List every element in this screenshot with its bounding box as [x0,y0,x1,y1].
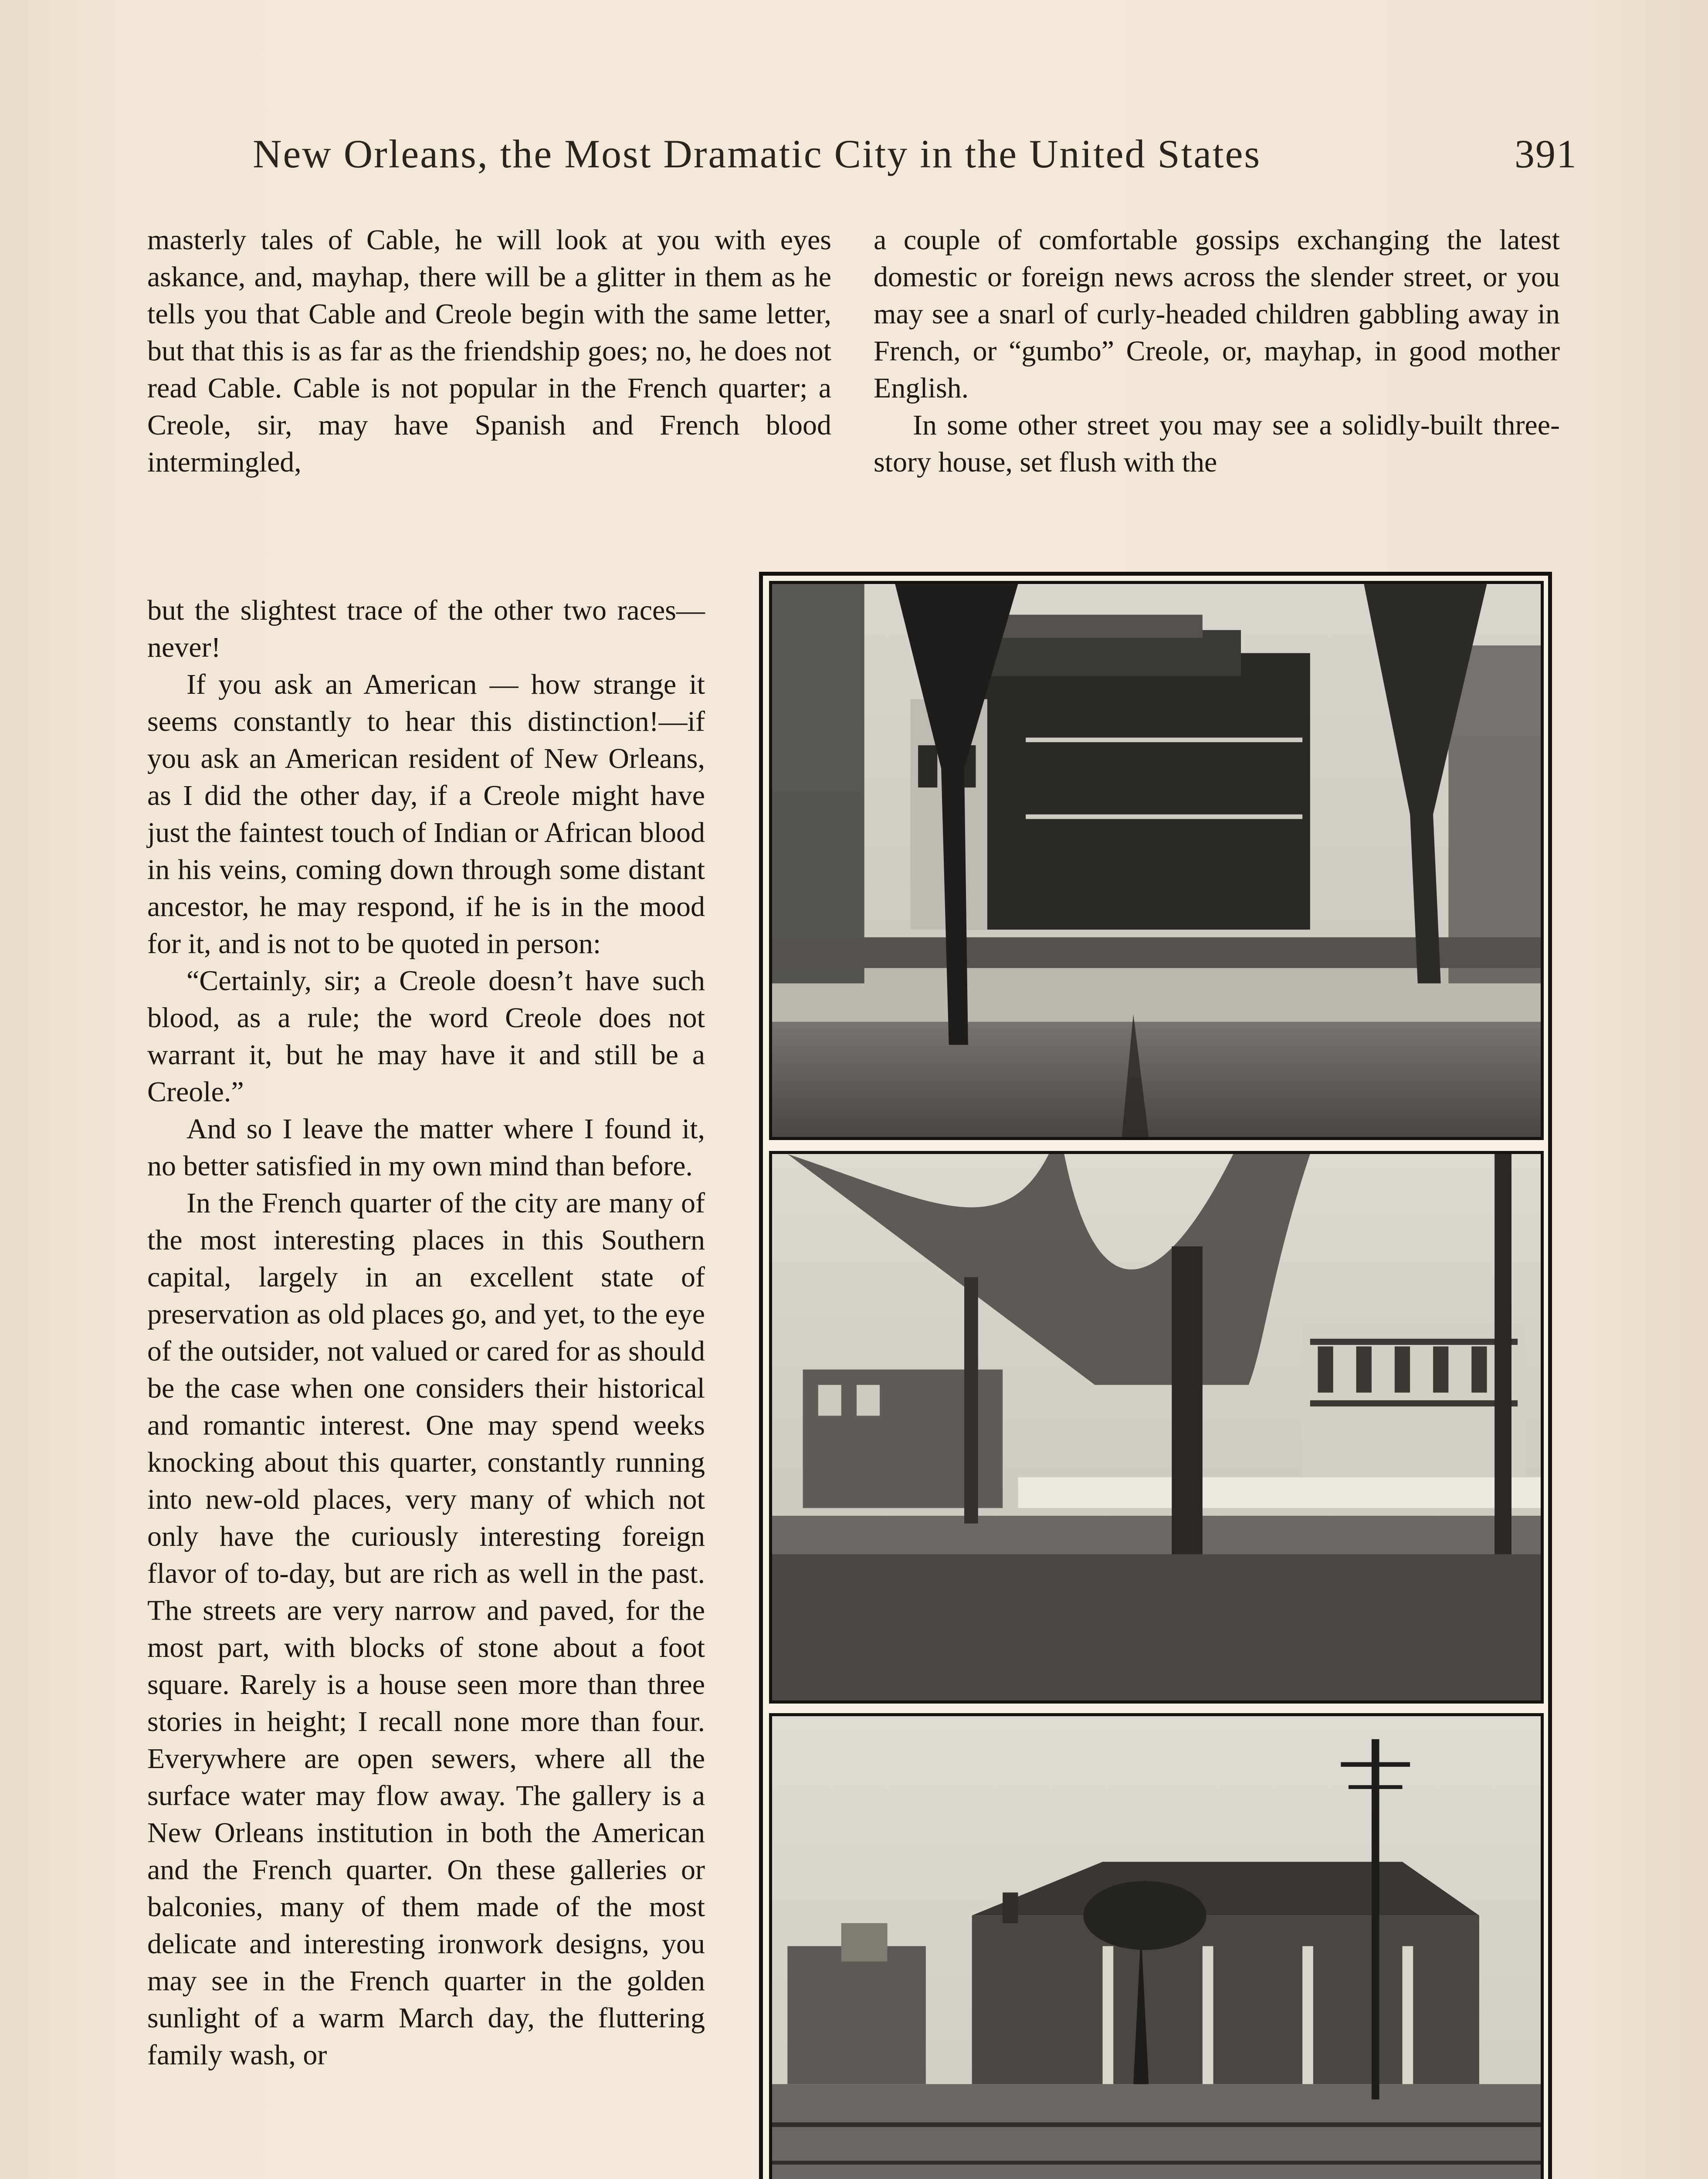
photo-residence-two-story [769,581,1544,1140]
paragraph: “Certainly, sir; a Creole doesn’t have such blood, as a rule; the word Creole does not warrant it, but he may have it and still be a Creole.” [147,965,705,1108]
paragraph: And so I leave the matter where I found it, no better satisfied in my own mind than before. [147,1113,705,1182]
paragraph: a couple of comfortable gossips exchanging the latest domestic or foreign news across the slender street, or you may see a snarl of curly-headed children gabbling away in French, or “gumbo” Creole, or, mayhap, in good mother English. [874,224,1560,404]
photo-one-story-house [769,1713,1544,2179]
paragraph: If you ask an American — how strange it seems constantly to hear this distinction!—if you ask an American resident of New Orleans, as I did the other day, if a Creole might have just the faintest touch of Indian or African blood in his veins, coming down through some distant ancestor, he may respond, if he is in the mood for it, and is not to be quoted in person: [147,669,705,960]
photo-image [772,584,1541,1137]
running-title: New Orleans, the Most Dramatic City in the United States [253,132,1261,176]
right-column-top [874,221,1560,481]
paragraph: but the slightest trace of the other two races—never! [147,594,705,663]
running-header [253,131,1577,177]
paragraph: masterly tales of Cable, he will look at you with eyes askance, and, mayhap, there will be a glitter in them as he tells you that Cable and Creole begin with the same letter, but that this is as far as the friendship goes; no, he does not read Cable. Cable is not popular in the French quarter; a Creole, sir, may have Spanish and French blood intermingled, [147,224,831,478]
left-column-narrow [147,592,705,2074]
paragraph: In the French quarter of the city are many of the most interesting places in this Southern capital, largely in an excellent state of preservation as old places go, and yet, to the eye of the outsider, not valued or cared for as should be the case when one considers their historical and romantic interest. One may spend weeks knocking about this quarter, constantly running into new-old places, very many of which not only have the curiously interesting foreign flavor of to-day, but are rich as well in the past. The streets are very narrow and paved, for the most part, with blocks of stone about a foot square. Rarely is a house seen more than three stories in height; I recall none more than four. Everywhere are open sewers, where all the surface water may flow away. The gallery is a New Orleans institution in both the American and the French quarter. On these galleries or balconies, many of them made of the most delicate and interesting ironwork designs, you may see in the French quarter in the golden sunlight of a warm March day, the fluttering family wash, or [147,1187,705,2071]
left-column-top [147,221,831,481]
photo-image [772,1716,1541,2179]
photo-residence-st-charles [769,1151,1544,1704]
photo-figure [759,572,1552,2179]
paragraph: In some other street you may see a solidly-built three-story house, set flush with the [874,409,1560,478]
page-number: 391 [1515,132,1577,176]
photo-image [772,1154,1541,1700]
